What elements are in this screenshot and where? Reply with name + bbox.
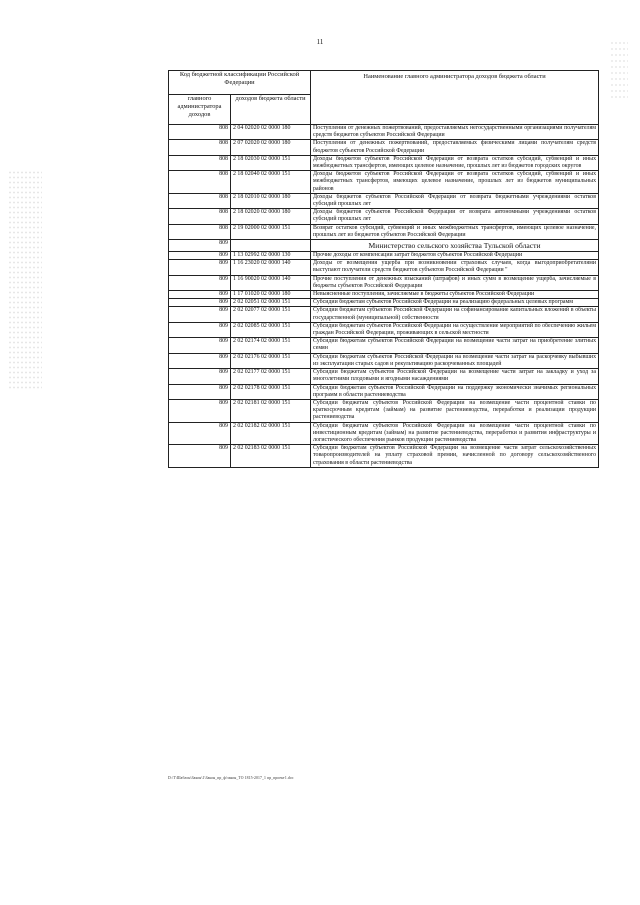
table-row [169,275,599,290]
admin-column-header: главного администратора доходов [169,95,231,125]
income-code-cell: 1 13 02992 02 0000 130 [231,252,311,260]
income-code-cell: 2 04 02020 02 0000 180 [231,125,311,140]
income-code-cell: 1 17 01020 02 0000 180 [231,291,311,299]
admin-code-cell: 809 [169,445,231,468]
admin-code-cell: 809 [169,399,231,422]
income-name-cell: Субсидии бюджетам субъектов Российской Федерации на возмещение части затрат на раскорчевку выбывших из эксплуатации старых садов и рекультивацию раскорчеванных площадей [311,353,599,368]
income-name-cell: Доходы бюджетов субъектов Российской Федерации от возврата остатков субсидий, субвенций и иных межбюджетных трансфертов, имеющих целевое назначение, прошлых лет из бюджетов городских округов [311,155,599,170]
income-name-cell: Невыясненные поступления, зачисляемые в бюджеты субъектов Российской Федерации [311,291,599,299]
income-code-cell: 2 02 02077 02 0000 151 [231,307,311,322]
table-row [169,171,599,194]
income-name-cell: Субсидии бюджетам субъектов Российской Федерации на поддержку экономически значимых региональных программ в области растениеводства [311,384,599,399]
income-code-cell: 2 19 02000 02 0000 151 [231,224,311,239]
admin-code-cell: 808 [169,193,231,208]
income-name-cell: Субсидии бюджетам субъектов Российской Федерации на возмещение части процентной ставки по инвестиционным кредитам (займам) на развитие растениеводства, переработки и развития инфраструктуры и логистического обеспечения рынков продукции растениеводства [311,422,599,445]
income-name-cell: Возврат остатков субсидий, субвенций и иных межбюджетных трансфертов, имеющих целевое назначение, прошлых лет из бюджетов субъектов Российской Федерации [311,224,599,239]
income-name-cell: Поступления от денежных пожертвований, предоставляемых негосударственными организациями получателям средств бюджетов субъектов Российской Федерации [311,125,599,140]
admin-code-cell: 808 [169,125,231,140]
income-code-cell: 2 02 02176 02 0000 151 [231,353,311,368]
table-row [169,252,599,260]
income-code-cell: 2 02 02051 02 0000 151 [231,299,311,307]
admin-code-cell: 809 [169,291,231,299]
admin-code-cell: 809 [169,275,231,290]
admin-code-cell: 809 [169,307,231,322]
admin-code-cell: 809 [169,260,231,275]
admin-code-cell: 809 [169,369,231,384]
table-row [169,307,599,322]
admin-code-cell: 808 [169,140,231,155]
table-row [169,291,599,299]
income-name-cell: Доходы бюджетов субъектов Российской Федерации от возврата автономными учреждениями остатков субсидий прошлых лет [311,209,599,224]
income-code-cell: 2 02 02182 02 0000 151 [231,422,311,445]
table-row [169,260,599,275]
income-code-cell [231,240,311,252]
admin-code-cell: 808 [169,171,231,194]
table-row [169,322,599,337]
table-row [169,353,599,368]
file-path-footer: D:\Т\Шаблон\Закон\1\Закон_пр_ф\закон_ТО 1815-2017_1 пр_проект1.doc [168,776,294,780]
ministry-row [169,240,599,252]
table-row [169,338,599,353]
admin-code-cell: 808 [169,224,231,239]
scan-noise [8,170,42,390]
name-column-header: Наименование главного администратора доходов бюджета области [311,71,599,125]
income-name-cell: Доходы от возмещения ущерба при возникновении страховых случаев, когда выгодоприобретателями выступают получатели средств бюджетов субъектов Российской Федерации " [311,260,599,275]
income-name-cell: Субсидии бюджетам субъектов Российской Федерации на возмещение части процентной ставки по краткосрочным кредитам (займам) на развитие растениеводства, переработки и реализации продукции растениеводства [311,399,599,422]
income-name-cell: Прочие доходы от компенсации затрат бюджетов субъектов Российской Федерации [311,252,599,260]
income-name-cell: Субсидии бюджетам субъектов Российской Федерации на осуществление мероприятий по обеспечению жильем граждан Российской Федерации, проживающих в сельской местности [311,322,599,337]
admin-code-cell: 808 [169,155,231,170]
scan-noise [610,40,628,100]
income-name-cell: Субсидии бюджетам субъектов Российской Федерации на возмещение части затрат на приобретение элитных семян [311,338,599,353]
admin-code-cell: 809 [169,252,231,260]
admin-code-cell: 809 [169,338,231,353]
admin-code-cell: 809 [169,353,231,368]
page-number: 11 [316,38,324,46]
table-row [169,193,599,208]
admin-code-cell: 809 [169,384,231,399]
income-name-cell: Субсидии бюджетам субъектов Российской Федерации на реализацию федеральных целевых программ [311,299,599,307]
income-code-cell: 2 02 02177 02 0000 151 [231,369,311,384]
income-code-cell: 1 16 90020 02 0000 140 [231,275,311,290]
ministry-title-cell: Министерство сельского хозяйства Тульской области [311,240,599,252]
budget-classification-table [168,70,599,468]
admin-code-cell: 808 [169,209,231,224]
income-name-cell: Доходы бюджетов субъектов Российской Федерации от возврата бюджетными учреждениями остатков субсидий прошлых лет [311,193,599,208]
income-column-header: доходов бюджета области [231,95,311,125]
table-row [169,422,599,445]
admin-code-cell: 809 [169,422,231,445]
income-name-cell: Субсидии бюджетам субъектов Российской Федерации на возмещение части затрат сельскохозяйственных товаропроизводителей на уплату страховой премии, начисленной по договору сельскохозяйственного страхования в области растениеводства [311,445,599,468]
income-code-cell: 2 18 02030 02 0000 151 [231,155,311,170]
income-name-cell: Поступления от денежных пожертвований, предоставляемых физическими лицами получателям средств бюджетов субъектов Российской Федерации [311,140,599,155]
table-row [169,209,599,224]
table-row [169,369,599,384]
income-code-cell: 2 18 02020 02 0000 180 [231,209,311,224]
income-name-cell: Прочие поступления от денежных взысканий (штрафов) и иных сумм в возмещение ущерба, зачисляемые в бюджеты субъектов Российской Федерации [311,275,599,290]
income-code-cell: 2 07 02020 02 0000 180 [231,140,311,155]
code-group-header: Код бюджетной классификации Российской Федерации [169,71,311,95]
table-row [169,399,599,422]
income-name-cell: Субсидии бюджетам субъектов Российской Федерации на возмещение части затрат на закладку и уход за многолетними плодовыми и ягодными насаждениями [311,369,599,384]
table-row [169,224,599,239]
table-row [169,445,599,468]
admin-code-cell: 809 [169,240,231,252]
income-code-cell: 1 16 23020 02 0000 140 [231,260,311,275]
income-code-cell: 2 02 02178 02 0000 151 [231,384,311,399]
income-code-cell: 2 18 02040 02 0000 151 [231,171,311,194]
admin-code-cell: 809 [169,322,231,337]
income-name-cell: Доходы бюджетов субъектов Российской Федерации от возврата остатков субсидий, субвенций и иных межбюджетных трансфертов, имеющих целевое назначение, прошлых лет из бюджетов муниципальных районов [311,171,599,194]
table-row [169,384,599,399]
table-row [169,299,599,307]
income-name-cell: Субсидии бюджетам субъектов Российской Федерации на софинансирование капитальных вложений в объекты государственной (муниципальной) собственности [311,307,599,322]
income-code-cell: 2 18 02010 02 0000 180 [231,193,311,208]
income-code-cell: 2 02 02174 02 0000 151 [231,338,311,353]
income-code-cell: 2 02 02085 02 0000 151 [231,322,311,337]
admin-code-cell: 809 [169,299,231,307]
table-row [169,155,599,170]
table-row [169,125,599,140]
income-code-cell: 2 02 02183 02 0000 151 [231,445,311,468]
table-row [169,140,599,155]
income-code-cell: 2 02 02181 02 0000 151 [231,399,311,422]
